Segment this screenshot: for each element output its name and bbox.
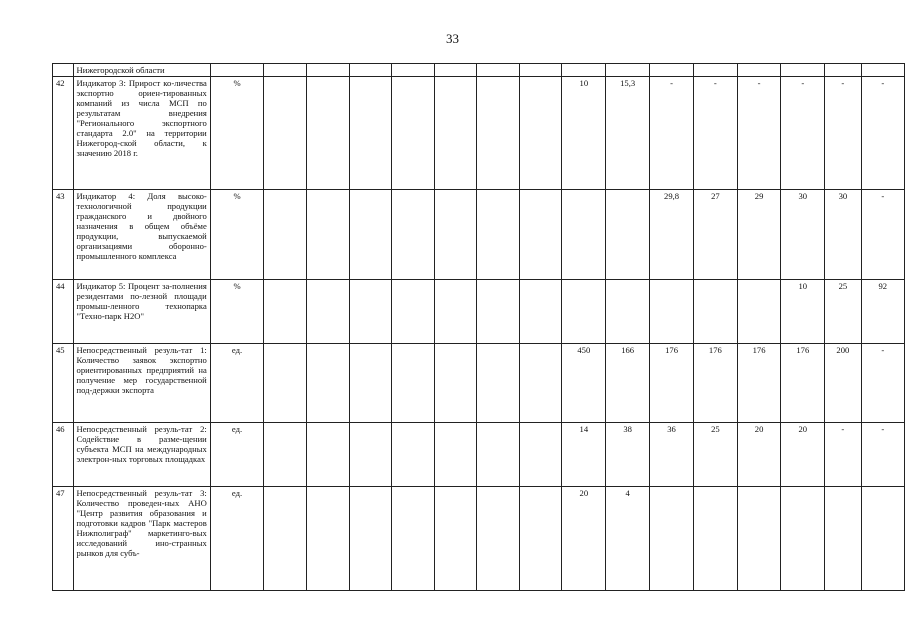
cell-value: [434, 344, 477, 423]
cell-value: [861, 64, 904, 77]
cell-value: [519, 487, 562, 591]
cell-value: [434, 487, 477, 591]
cell-value: -: [694, 77, 738, 190]
cell-value: 10: [781, 280, 825, 344]
cell-value: [737, 280, 781, 344]
cell-name: Непосредственный резуль-тат 2: Содействие в разме-щении субъекта МСП на международных электрон-ных торговых площадках: [73, 423, 210, 487]
cell-value: [349, 280, 392, 344]
cell-value: 29,8: [650, 190, 694, 280]
cell-value: [737, 487, 781, 591]
cell-name: Непосредственный резуль-тат 3: Количество проведен-ных АНО "Центр развития образования и подготовки кадров "Парк мастеров Нижполиграф" маркетинго-вых исследований ино-странных рынков для субъ-: [73, 487, 210, 591]
cell-value: [434, 280, 477, 344]
cell-value: [477, 64, 520, 77]
cell-value: 450: [562, 344, 606, 423]
cell-value: 36: [650, 423, 694, 487]
cell-unit: ед.: [210, 487, 264, 591]
cell-value: -: [861, 344, 904, 423]
cell-value: [477, 280, 520, 344]
cell-value: [264, 487, 307, 591]
cell-unit: %: [210, 190, 264, 280]
cell-value: -: [861, 190, 904, 280]
cell-value: [306, 280, 349, 344]
cell-value: [606, 190, 650, 280]
cell-value: [349, 487, 392, 591]
cell-value: [306, 487, 349, 591]
cell-value: [434, 190, 477, 280]
cell-value: 30: [825, 190, 861, 280]
cell-value: 176: [781, 344, 825, 423]
cell-value: [519, 423, 562, 487]
cell-name: Индикатор 4: Доля высоко-технологичной продукции гражданского и двойного назначения в общем объёме продукции, выпускаемой организациями оборонно-промышленного комплекса: [73, 190, 210, 280]
cell-unit: ед.: [210, 423, 264, 487]
cell-value: 27: [694, 190, 738, 280]
cell-value: [477, 77, 520, 190]
cell-num: 47: [53, 487, 74, 591]
cell-value: [434, 64, 477, 77]
cell-name: Нижегородской области: [73, 64, 210, 77]
cell-value: [392, 77, 435, 190]
cell-value: -: [825, 77, 861, 190]
cell-value: -: [861, 423, 904, 487]
cell-value: -: [861, 77, 904, 190]
cell-value: [306, 64, 349, 77]
cell-value: [349, 190, 392, 280]
cell-value: 176: [694, 344, 738, 423]
cell-value: [694, 280, 738, 344]
cell-name: Индикатор 5: Процент за-полнения резидентами по-лезной площади промыш-ленного технопарка "Техно-парк Н2О": [73, 280, 210, 344]
cell-value: [306, 344, 349, 423]
cell-value: 176: [737, 344, 781, 423]
table-row: [53, 64, 905, 77]
cell-value: 38: [606, 423, 650, 487]
cell-value: [781, 64, 825, 77]
cell-value: [392, 344, 435, 423]
cell-value: 25: [694, 423, 738, 487]
cell-value: 166: [606, 344, 650, 423]
page-number: 33: [446, 31, 459, 46]
cell-value: [264, 190, 307, 280]
cell-unit: ед.: [210, 344, 264, 423]
cell-value: -: [781, 77, 825, 190]
cell-value: [477, 487, 520, 591]
cell-value: -: [825, 423, 861, 487]
cell-num: 44: [53, 280, 74, 344]
cell-value: [519, 190, 562, 280]
cell-value: [694, 487, 738, 591]
cell-name: Непосредственный резуль-тат 1: Количество заявок экспортно ориентированных предприятий на получение мер государственной под-держки экспорта: [73, 344, 210, 423]
cell-value: [562, 190, 606, 280]
cell-value: 4: [606, 487, 650, 591]
indicators-table: [52, 63, 905, 591]
cell-value: [477, 190, 520, 280]
cell-value: [606, 64, 650, 77]
cell-value: [392, 190, 435, 280]
cell-value: [264, 280, 307, 344]
cell-value: [650, 64, 694, 77]
cell-unit: [210, 64, 264, 77]
cell-value: 92: [861, 280, 904, 344]
cell-value: [264, 64, 307, 77]
cell-value: [519, 64, 562, 77]
cell-value: [392, 423, 435, 487]
cell-value: [264, 423, 307, 487]
cell-value: [349, 77, 392, 190]
cell-value: [519, 77, 562, 190]
cell-value: [477, 423, 520, 487]
cell-value: [737, 64, 781, 77]
cell-value: [477, 344, 520, 423]
cell-value: [781, 487, 825, 591]
cell-value: [392, 280, 435, 344]
cell-value: [306, 423, 349, 487]
cell-value: [650, 487, 694, 591]
cell-value: 15,3: [606, 77, 650, 190]
cell-value: [306, 77, 349, 190]
table-row: [53, 190, 905, 280]
cell-value: [519, 280, 562, 344]
cell-value: [694, 64, 738, 77]
cell-num: 42: [53, 77, 74, 190]
cell-value: 10: [562, 77, 606, 190]
cell-value: [650, 280, 694, 344]
cell-value: 176: [650, 344, 694, 423]
cell-value: [392, 487, 435, 591]
cell-value: [825, 487, 861, 591]
cell-value: 200: [825, 344, 861, 423]
cell-name: Индикатор 3: Прирост ко-личества экспортно ориен-тированных компаний из числа МСП по результатам внедрения "Регионального экспортного стандарта 2.0" на территории Нижегород-ской области, к значению 2018 г.: [73, 77, 210, 190]
table-row: [53, 77, 905, 190]
cell-value: [264, 77, 307, 190]
cell-value: -: [737, 77, 781, 190]
cell-value: [519, 344, 562, 423]
cell-num: 43: [53, 190, 74, 280]
cell-value: 25: [825, 280, 861, 344]
cell-value: 20: [737, 423, 781, 487]
cell-unit: %: [210, 77, 264, 190]
table-row: [53, 423, 905, 487]
table-row: [53, 487, 905, 591]
cell-value: -: [650, 77, 694, 190]
cell-unit: %: [210, 280, 264, 344]
cell-value: 29: [737, 190, 781, 280]
cell-value: [392, 64, 435, 77]
table-row: [53, 280, 905, 344]
cell-num: [53, 64, 74, 77]
cell-value: [306, 190, 349, 280]
cell-value: [825, 64, 861, 77]
cell-value: 30: [781, 190, 825, 280]
cell-value: [264, 344, 307, 423]
cell-value: [349, 64, 392, 77]
cell-value: [349, 344, 392, 423]
cell-value: [349, 423, 392, 487]
cell-value: [606, 280, 650, 344]
cell-num: 46: [53, 423, 74, 487]
cell-value: 20: [562, 487, 606, 591]
cell-value: [434, 77, 477, 190]
cell-value: [562, 280, 606, 344]
cell-value: [434, 423, 477, 487]
cell-value: [861, 487, 904, 591]
cell-value: 14: [562, 423, 606, 487]
table-row: [53, 344, 905, 423]
cell-num: 45: [53, 344, 74, 423]
cell-value: 20: [781, 423, 825, 487]
cell-value: [562, 64, 606, 77]
